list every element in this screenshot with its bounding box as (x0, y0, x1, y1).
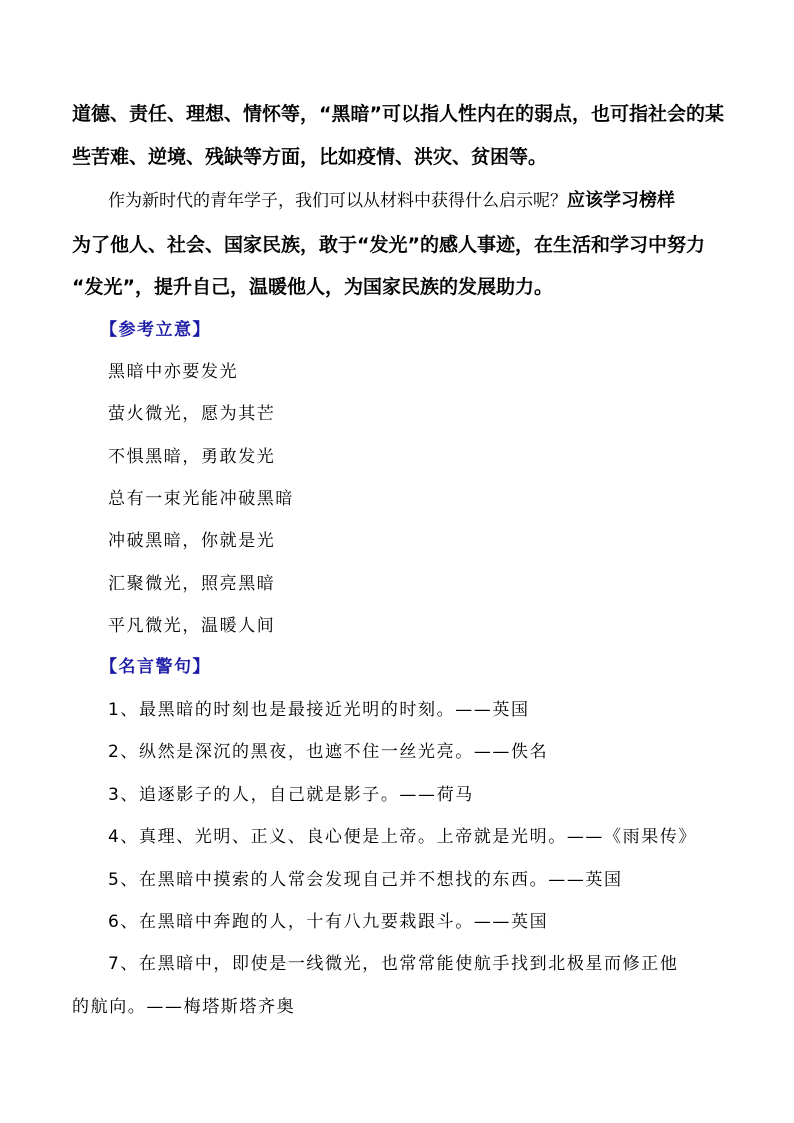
ideas-heading: 【参考立意】 (100, 320, 211, 340)
idea-item: 总有一束光能冲破黑暗 (108, 489, 294, 509)
quote-item: 3、追逐影子的人，自己就是影子。——荷马 (108, 785, 474, 805)
paragraph-2-bold-text: 应该学习榜样 (567, 190, 675, 211)
intro-line-2: 些苦难、逆境、残缺等方面，比如疫情、洪灾、贫困等。 (72, 146, 548, 168)
quote-item: 6、在黑暗中奔跑的人，十有八九要栽跟斗。——英国 (108, 912, 549, 932)
intro-line-1: 道德、责任、理想、情怀等，“黑暗”可以指人性内在的弱点，也可指社会的某 (72, 103, 724, 125)
idea-item: 萤火微光，愿为其芒 (108, 404, 276, 424)
idea-item: 平凡微光，温暖人间 (108, 616, 276, 636)
quote-item: 1、最黑暗的时刻也是最接近光明的时刻。——英国 (108, 700, 530, 720)
paragraph-2-normal-text: 作为新时代的青年学子，我们可以从材料中获得什么启示呢？ (108, 191, 567, 211)
quote-item-7-line-1: 7、在黑暗中，即使是一线微光，也常常能使航手找到北极星而修正他 (108, 954, 679, 974)
quote-item: 4、真理、光明、正义、良心便是上帝。上帝就是光明。——《雨果传》 (108, 827, 698, 847)
idea-item: 汇聚微光，照亮黑暗 (108, 574, 276, 594)
paragraph-2-line-2: 为了他人、社会、国家民族，敢于“发光”的感人事迹，在生活和学习中努力 (72, 234, 705, 256)
paragraph-2-line-3: “发光”，提升自己，温暖他人，为国家民族的发展助力。 (72, 276, 553, 298)
quote-item-7-line-2: 的航向。——梅塔斯塔齐奥 (72, 997, 296, 1017)
quotes-heading: 【名言警句】 (100, 657, 211, 677)
paragraph-2-line-1 (108, 192, 675, 210)
quote-item: 5、在黑暗中摸索的人常会发现自己并不想找的东西。——英国 (108, 870, 623, 890)
idea-item: 不惧黑暗，勇敢发光 (108, 447, 276, 467)
quote-item: 2、纵然是深沉的黑夜，也遮不住一丝光亮。——佚名 (108, 742, 549, 762)
idea-item: 黑暗中亦要发光 (108, 362, 239, 382)
idea-item: 冲破黑暗，你就是光 (108, 531, 276, 551)
